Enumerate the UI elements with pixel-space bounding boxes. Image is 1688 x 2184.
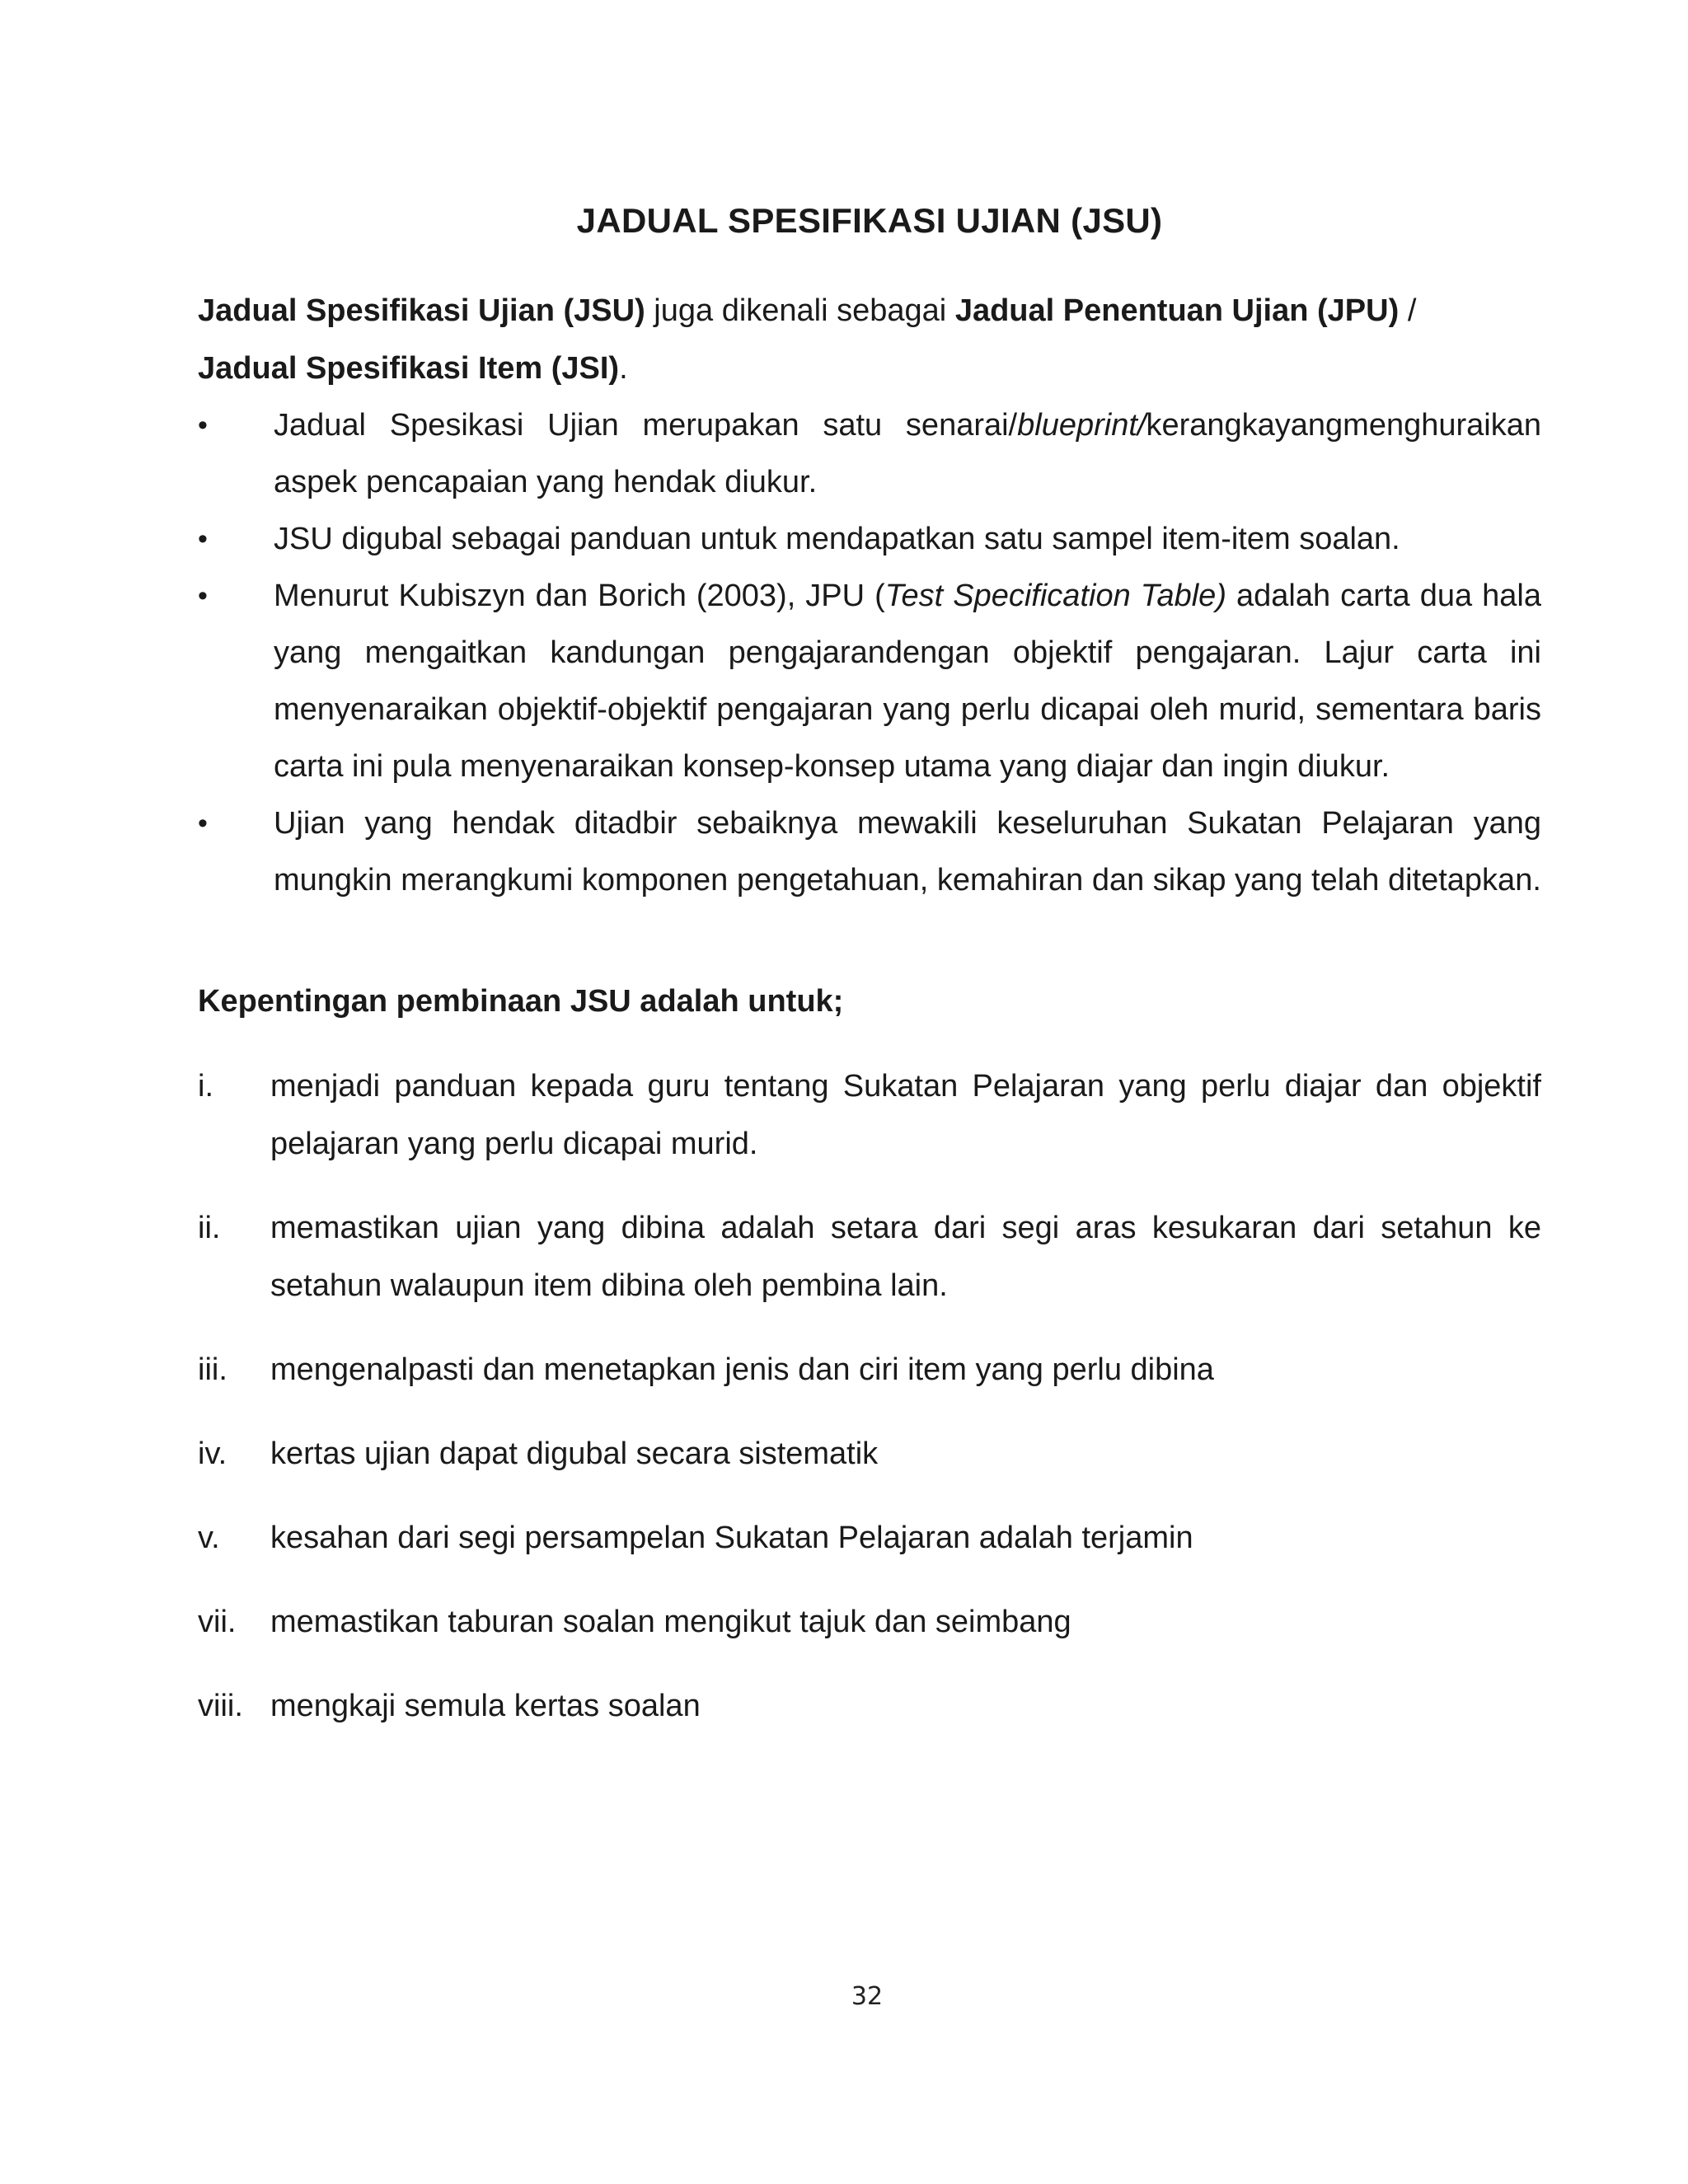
bullet-item [198,795,1541,909]
bullet-text-pre: Jadual Spesikasi Ujian merupakan satu senarai/ [274,408,1018,443]
list-item [198,1593,1541,1651]
intro-text-3: . [619,351,628,386]
bullet-text [274,408,1541,499]
bullet-list [198,397,1541,909]
bullet-item [198,397,1541,511]
roman-numeral-list [198,1057,1541,1735]
intro-term-jsu: Jadual Spesifikasi Ujian (JSU) [198,293,645,328]
bullet-text-em: Test Specification Table) [884,579,1226,613]
bullet-text-post: adalah carta dua hala yang mengaitkan kandungan pengajarandengan objektif pengajaran. Lajur carta ini menyenaraikan objektif-objektif pengajaran yang perlu dicapai oleh murid, sementara baris carta ini pula menyenaraikan konsep-konsep utama yang diajar dan ingin diukur. [274,579,1541,784]
page-title: JADUAL SPESIFIKASI UJIAN (JSU) [576,201,1163,240]
bullet-text-pre: Ujian yang hendak ditadbir sebaiknya mewakili keseluruhan Sukatan Pelajaran yang mungkin merangkumi komponen pengetahuan, kemahiran dan sikap yang telah ditetapkan. [274,806,1541,898]
list-item-text: menjadi panduan kepada guru tentang Sukatan Pelajaran yang perlu diajar dan objektif pelajaran yang perlu dicapai murid. [270,1069,1541,1161]
intro-term-jpu: Jadual Penentuan Ujian (JPU) [954,293,1400,328]
list-item [198,1425,1541,1483]
list-item-number: ii. [198,1211,221,1245]
bullet-item [198,511,1541,568]
bullet-icon: • [198,580,208,612]
bullet-text [274,522,1400,556]
list-item-text: mengenalpasti dan menetapkan jenis dan ciri item yang perlu dibina [270,1352,1214,1387]
bullet-icon: • [198,523,208,555]
list-item-number: viii. [198,1689,243,1723]
page-number: 32 [851,1982,884,2011]
section-subheading: Kepentingan pembinaan JSU adalah untuk; [198,984,844,1019]
bullet-text-post: kerangkayangmenghuraikan aspek pencapaian yang hendak diukur. [274,408,1541,499]
list-item [198,1057,1541,1173]
bullet-text [274,579,1541,784]
list-item-text: memastikan taburan soalan mengikut tajuk dan seimbang [270,1605,1071,1639]
bullet-text [274,806,1541,898]
list-item-number: iii. [198,1352,227,1387]
intro-text-2: / [1399,293,1417,328]
list-item-text: kertas ujian dapat digubal secara sistematik [270,1436,879,1471]
list-item [198,1677,1541,1735]
list-item [198,1199,1541,1315]
bullet-icon: • [198,808,208,839]
bullet-text-pre: JSU digubal sebagai panduan untuk mendapatkan satu sampel item-item soalan. [274,522,1400,556]
document-page [198,190,1541,1761]
list-item-number: iv. [198,1436,227,1471]
intro-term-jsi: Jadual Spesifikasi Item (JSI) [198,351,620,386]
list-item-number: i. [198,1069,213,1104]
list-item-text: mengkaji semula kertas soalan [270,1689,701,1723]
bullet-text-pre: Menurut Kubiszyn dan Borich (2003), JPU ( [274,579,885,613]
list-item-text: kesahan dari segi persampelan Sukatan Pelajaran adalah terjamin [270,1521,1193,1555]
list-item [198,1509,1541,1567]
intro-paragraph [198,282,1541,397]
list-item [198,1341,1541,1399]
list-item-text: memastikan ujian yang dibina adalah setara dari segi aras kesukaran dari setahun ke setahun walaupun item dibina oleh pembina lain. [270,1211,1541,1303]
list-item-number: vii. [198,1605,237,1639]
bullet-item [198,568,1541,795]
bullet-text-em: blueprint/ [1017,408,1146,443]
bullet-icon: • [198,410,208,441]
list-item-number: v. [198,1521,220,1555]
intro-text-1: juga dikenali sebagai [645,293,955,328]
